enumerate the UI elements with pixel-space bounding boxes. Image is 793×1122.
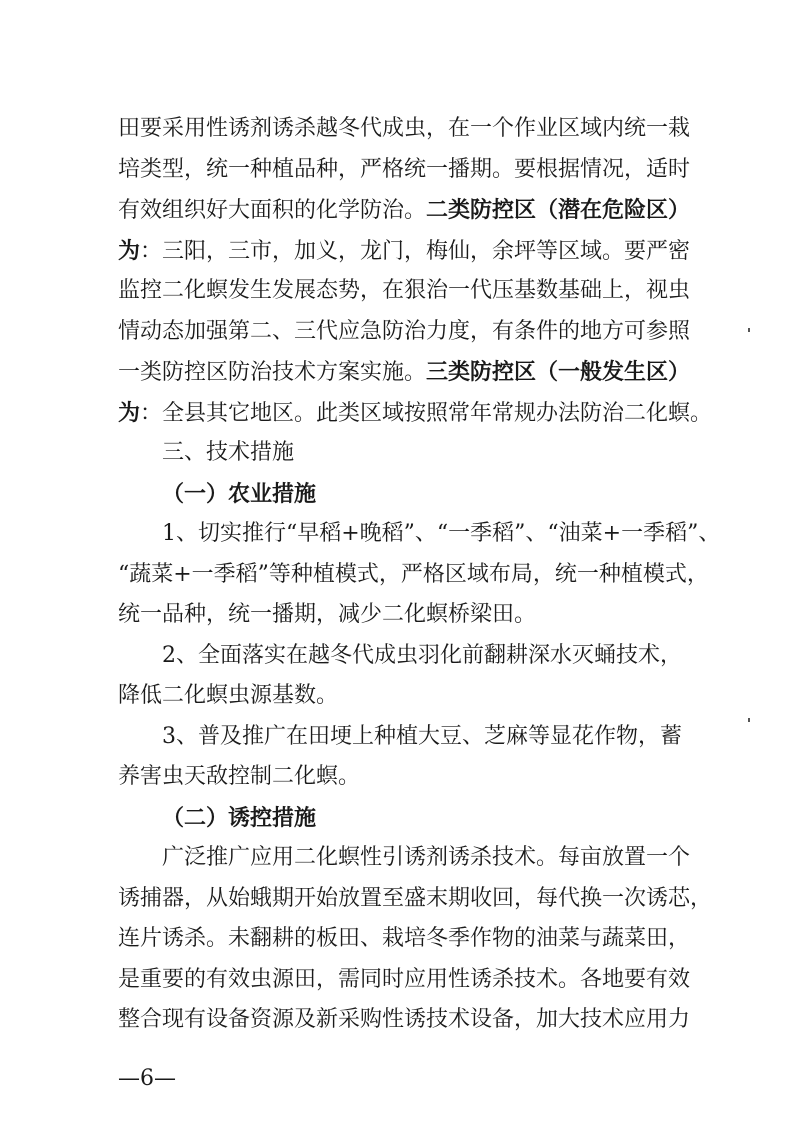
- section-heading: [162, 442, 294, 466]
- paragraph-line: [118, 319, 691, 345]
- text-run: 诱捕器，从始蛾期开始放置至盛末期收回，每代换一次诱芯，: [118, 886, 713, 911]
- paragraph-line: [118, 967, 691, 993]
- paragraph-line: [162, 521, 721, 547]
- text-run: 养害虫天敌控制二化螟。: [118, 764, 361, 789]
- paragraph-line: [162, 724, 682, 750]
- paragraph-line: [118, 1007, 691, 1033]
- paragraph-line: [118, 197, 691, 223]
- text-run: ：全县其它地区。此类区域按照常年常规办法防治二化螟。: [140, 401, 713, 426]
- text-run: 整合现有设备资源及新采购性诱技术设备，加大技术应用力: [118, 1007, 691, 1032]
- paragraph-line: [118, 157, 691, 183]
- paragraph-line: [162, 643, 682, 669]
- text-run: 2、全面落实在越冬代成虫羽化前翻耕深水灭蛹技术，: [162, 643, 682, 668]
- text-run: 有效组织好大面积的化学防治。: [118, 198, 427, 223]
- text-run: 培类型，统一种植品种，严格统一播期。要根据情况，适时: [118, 157, 691, 182]
- zone-heading-two: 二类防控区（潜在危险区）: [426, 197, 691, 223]
- text-run: 监控二化螟发生发展态势，在狠治一代压基数基础上，视虫: [118, 278, 691, 303]
- scan-speck: [748, 718, 750, 722]
- paragraph-line: [118, 766, 678, 790]
- scan-speck: [748, 328, 750, 332]
- text-run: 降低二化螟虫源基数。: [118, 683, 339, 708]
- paragraph-line: [118, 238, 691, 264]
- zone-heading-three: 三类防控区（一般发生区）: [426, 359, 691, 385]
- paragraph-line: [118, 562, 709, 588]
- text-run: 三、技术措施: [162, 440, 295, 465]
- text-run: 统一品种，统一播期，减少二化螟桥梁田。: [118, 602, 537, 627]
- paragraph-line: [118, 116, 691, 142]
- page-number: —6—: [118, 1066, 176, 1091]
- text-run: ：三阳，三市，加义，龙门，梅仙，余坪等区域。要严密: [140, 239, 691, 264]
- paragraph-line: [118, 685, 678, 709]
- zone-heading-two-suffix: 为: [118, 238, 141, 264]
- paragraph-line: [118, 604, 678, 628]
- paragraph-line: [118, 359, 691, 385]
- text-run: 一类防控区防治技术方案实施。: [118, 360, 427, 385]
- text-run: 广泛推广应用二化螟性引诱剂诱杀技术。每亩放置一个: [162, 845, 691, 870]
- subsection-heading: [162, 483, 316, 507]
- text-run: 连片诱杀。未翻耕的板田、栽培冬季作物的油菜与蔬菜田，: [118, 926, 691, 951]
- paragraph-line: [118, 886, 713, 912]
- text-run: “蔬菜+一季稻”等种植模式，严格区域布局，统一种植模式，: [118, 562, 709, 587]
- text-run: 1、切实推行“早稻+晚稻”、“一季稻”、“油菜+一季稻”、: [162, 521, 721, 546]
- paragraph-line: [118, 926, 691, 952]
- paragraph-line: [118, 400, 713, 426]
- subsection-heading: [162, 807, 316, 831]
- text-run: 是重要的有效虫源田，需同时应用性诱杀技术。各地要有效: [118, 967, 691, 992]
- text-run: 田要采用性诱剂诱杀越冬代成虫，在一个作业区域内统一栽: [118, 116, 691, 141]
- text-run: 3、普及推广在田埂上种植大豆、芝麻等显花作物，蓄: [162, 724, 682, 749]
- zone-heading-three-suffix: 为: [118, 400, 141, 426]
- paragraph-line: [118, 278, 691, 304]
- text-run: （二）诱控措施: [162, 805, 317, 831]
- text-run: 情动态加强第二、三代应急防治力度，有条件的地方可参照: [118, 319, 691, 344]
- text-run: （一）农业措施: [162, 481, 317, 507]
- paragraph-line: [162, 845, 691, 871]
